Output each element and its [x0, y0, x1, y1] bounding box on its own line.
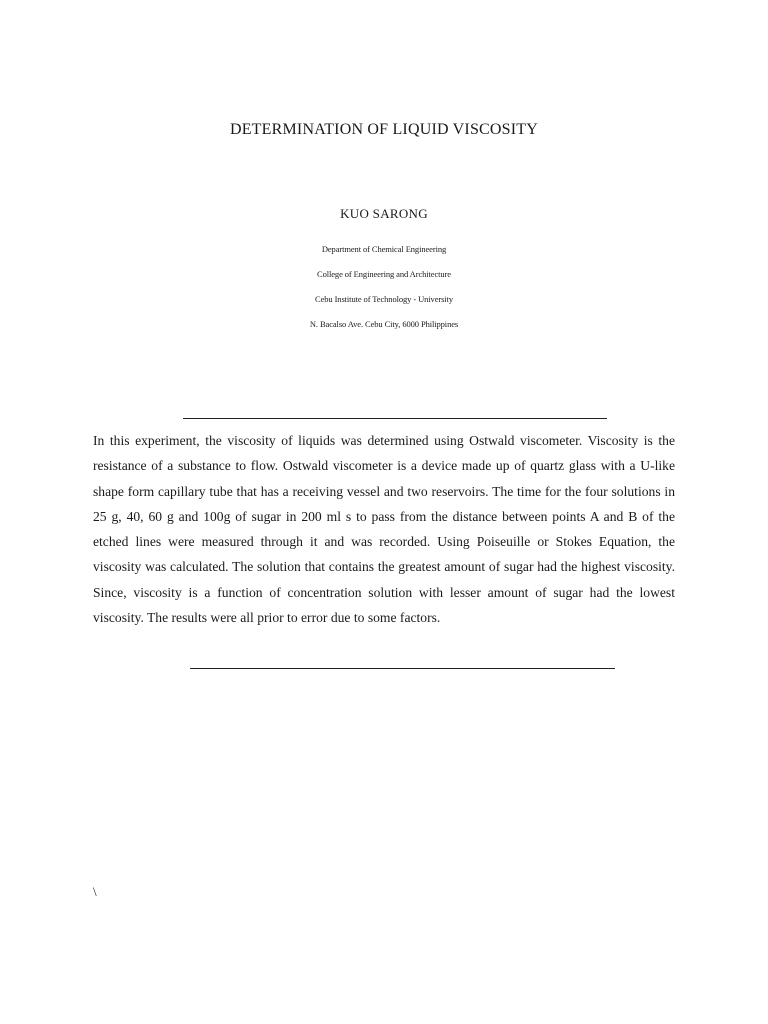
affiliation-college: College of Engineering and Architecture — [317, 269, 451, 279]
affiliation-address: N. Bacalso Ave. Cebu City, 6000 Philippines — [309, 319, 459, 329]
abstract-top-rule — [183, 418, 607, 419]
affiliation-institute: Cebu Institute of Technology - University — [315, 294, 453, 304]
abstract-text: In this experiment, the viscosity of liquids was determined using Ostwald viscometer. Viscosity is the resistance of a substance to flow. Ostwald viscometer is a device made up of quartz glass with a U-like shape form capillary tube that has a receiving vessel and two reservoirs. The time for the four solutions in 25 g, 40, 60 g and 100g of sugar in 200 ml s to pass from the distance between points A and B of the etched lines were measured through it and was recorded. Using Poiseuille or Stokes Equation, the viscosity was calculated. The solution that contains the greatest amount of sugar had the highest viscosity. Since, viscosity is a function of concentration solution with lesser amount of sugar had the lowest viscosity. The results were all prior to error due to some factors. — [93, 433, 675, 626]
abstract-bottom-rule — [190, 668, 615, 669]
stray-backslash: \ — [93, 884, 97, 899]
paper-title: DETERMINATION OF LIQUID VISCOSITY — [229, 121, 539, 138]
affiliation-department: Department of Chemical Engineering — [321, 244, 447, 254]
author-name: KUO SARONG — [340, 206, 428, 221]
